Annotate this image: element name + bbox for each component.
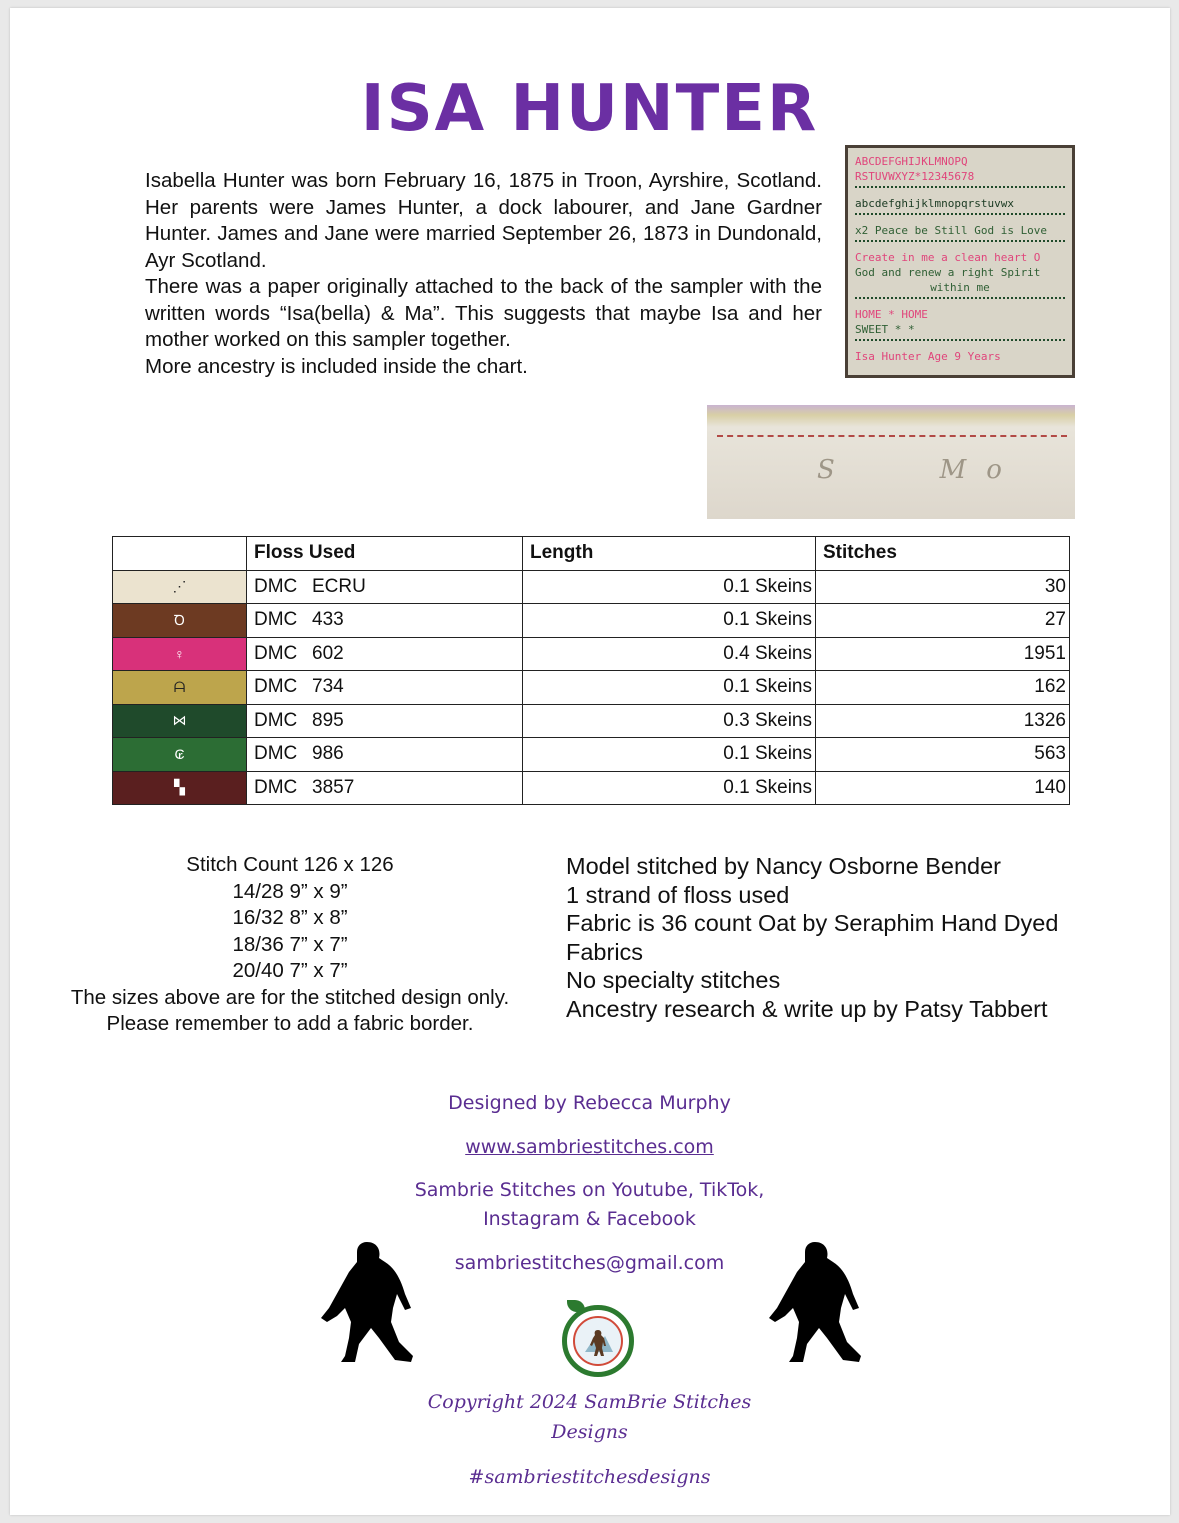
email-link[interactable]: sambriestitches@gmail.com: [454, 1252, 725, 1274]
sampler-row: within me: [930, 281, 990, 294]
sambrie-logo-icon: [562, 1305, 634, 1377]
floss-symbol-icon: ⋰: [172, 578, 187, 595]
floss-stitches-cell: 27: [816, 604, 1070, 638]
info-line: Stitch Count 126 x 126: [186, 853, 394, 876]
floss-symbol-cell: [113, 637, 247, 671]
sampler-border: [855, 186, 1065, 194]
stitch-line: [717, 435, 1067, 437]
floss-code: 602: [312, 642, 344, 664]
floss-length-cell: 0.1 Skeins: [523, 604, 816, 638]
hashtag: #sambriestitchesdesigns: [468, 1466, 711, 1488]
floss-code: ECRU: [312, 575, 366, 597]
floss-length-cell: 0.1 Skeins: [523, 671, 816, 705]
info-line: 14/28 9” x 9”: [232, 879, 348, 903]
handwriting-scrawl: S Mo: [817, 455, 1022, 485]
floss-stitches-cell: 30: [816, 570, 1070, 604]
floss-length-cell: 0.4 Skeins: [523, 637, 816, 671]
sampler-row: God and renew a right Spirit: [855, 266, 1041, 279]
table-row: [113, 771, 1070, 805]
floss-brand: DMC: [254, 642, 298, 664]
sampler-border: [855, 297, 1065, 305]
column-header: [113, 537, 247, 571]
floss-symbol-cell: [113, 671, 247, 705]
paper-back-photo: [707, 405, 1075, 519]
bigfoot-icon: [315, 1238, 415, 1368]
floss-brand: DMC: [254, 575, 298, 597]
floss-code: 986: [312, 743, 344, 765]
floss-symbol-icon: ♀: [174, 645, 185, 662]
floss-symbol-cell: [113, 604, 247, 638]
floss-stitches-cell: 140: [816, 771, 1070, 805]
floss-brand: DMC: [254, 743, 298, 765]
sampler-row: Isa Hunter Age 9 Years: [855, 350, 1001, 363]
floss-symbol-icon: ▚: [174, 779, 185, 796]
sampler-photo: [845, 145, 1075, 378]
website-link[interactable]: www.sambriestitches.com: [465, 1136, 714, 1158]
sampler-row: Create in me a clean heart O: [855, 251, 1041, 264]
stitch-count-info: [40, 852, 540, 1038]
floss-symbol-cell: [113, 738, 247, 772]
floss-symbol-cell: [113, 570, 247, 604]
floss-code: 895: [312, 709, 344, 731]
intro-paragraph: There was a paper originally attached to the back of the sampler with the written words “Isa(bella) & Ma”. This suggests that maybe Isa and her mother worked on this sampler together.: [145, 275, 822, 351]
model-info: [566, 852, 1126, 1023]
bigfoot-icon: [763, 1238, 863, 1368]
floss-length-cell: 0.1 Skeins: [523, 570, 816, 604]
table-row: [113, 738, 1070, 772]
floss-brand: DMC: [254, 709, 298, 731]
floss-stitches-cell: 162: [816, 671, 1070, 705]
copyright-line: Copyright 2024 SamBrie Stitches: [427, 1391, 752, 1413]
floss-symbol-cell: [113, 771, 247, 805]
floss-name-cell: [247, 637, 523, 671]
table-row: [113, 671, 1070, 705]
sampler-row: x2 Peace be Still God is Love: [855, 224, 1048, 237]
floss-length-cell: 0.1 Skeins: [523, 771, 816, 805]
floss-table: [112, 536, 1070, 805]
column-header: Stitches: [816, 537, 1070, 571]
table-row: [113, 570, 1070, 604]
social-line: Sambrie Stitches on Youtube, TikTok,: [414, 1179, 765, 1201]
sampler-row: abcdefghijklmnopqrstuvwx: [855, 197, 1014, 210]
floss-name-cell: [247, 738, 523, 772]
info-line: 18/36 7” x 7”: [232, 932, 348, 956]
info-line: 1 strand of floss used: [566, 881, 790, 908]
info-line: Fabric is 36 count Oat by Seraphim Hand Dyed Fabrics: [566, 910, 1059, 965]
floss-symbol-icon: Ꝺ: [174, 611, 185, 628]
floss-name-cell: [247, 570, 523, 604]
intro-paragraph: Isabella Hunter was born February 16, 1875 in Troon, Ayrshire, Scotland. Her parents were James Hunter, a dock labourer, and Jane Gardner Hunter. James and Jane were married September 26, 1873 in Dundonald, Ayr Scotland.: [145, 169, 822, 272]
floss-name-cell: [247, 771, 523, 805]
floss-length-cell: 0.3 Skeins: [523, 704, 816, 738]
sampler-border: [855, 213, 1065, 221]
floss-symbol-cell: [113, 704, 247, 738]
floss-length-cell: 0.1 Skeins: [523, 738, 816, 772]
floss-code: 433: [312, 609, 344, 631]
table-row: [113, 637, 1070, 671]
info-line: Ancestry research & write up by Patsy Tabbert: [566, 995, 1048, 1022]
info-line: 20/40 7” x 7”: [232, 959, 348, 982]
floss-stitches-cell: 1951: [816, 637, 1070, 671]
sampler-row: SWEET * *: [855, 323, 915, 336]
column-header: Length: [523, 537, 816, 571]
website-link-row: [0, 1136, 1179, 1158]
info-line: Model stitched by Nancy Osborne Bender: [566, 853, 1001, 879]
info-line: Please remember to add a fabric border.: [106, 1012, 474, 1035]
floss-stitches-cell: 1326: [816, 704, 1070, 738]
floss-code: 3857: [312, 776, 355, 798]
page-title: ISA HUNTER: [360, 72, 819, 146]
floss-brand: DMC: [254, 776, 298, 798]
designer-credit: Designed by Rebecca Murphy: [448, 1092, 731, 1114]
floss-brand: DMC: [254, 676, 298, 698]
info-line: No specialty stitches: [566, 967, 781, 993]
logo-inner-ring: [573, 1316, 623, 1366]
copyright-line: Designs: [551, 1421, 628, 1443]
floss-name-cell: [247, 704, 523, 738]
intro-text: [145, 168, 822, 380]
sampler-row: RSTUVWXYZ*12345678: [855, 170, 975, 183]
sampler-row: ABCDEFGHIJKLMNOPQ: [855, 155, 968, 168]
intro-paragraph: More ancestry is included inside the chart.: [145, 354, 528, 378]
floss-symbol-icon: ⋈: [172, 712, 187, 729]
floss-symbol-icon: ᗩ: [173, 678, 186, 695]
floss-name-cell: [247, 604, 523, 638]
sampler-border: [855, 339, 1065, 347]
info-line: 16/32 8” x 8”: [232, 906, 348, 929]
floss-brand: DMC: [254, 609, 298, 631]
table-row: [113, 604, 1070, 638]
column-header: Floss Used: [247, 537, 523, 571]
floss-name-cell: [247, 671, 523, 705]
floss-stitches-cell: 563: [816, 738, 1070, 772]
floss-code: 734: [312, 676, 344, 698]
floss-symbol-icon: ₢: [174, 746, 185, 763]
sampler-border: [855, 240, 1065, 248]
info-line: The sizes above are for the stitched design only.: [70, 985, 510, 1009]
table-row: [113, 704, 1070, 738]
sampler-row: HOME * HOME: [855, 308, 928, 321]
logo-bigfoot-icon: [575, 1318, 621, 1364]
social-line: Instagram & Facebook: [483, 1208, 696, 1230]
table-header-row: [113, 537, 1070, 571]
